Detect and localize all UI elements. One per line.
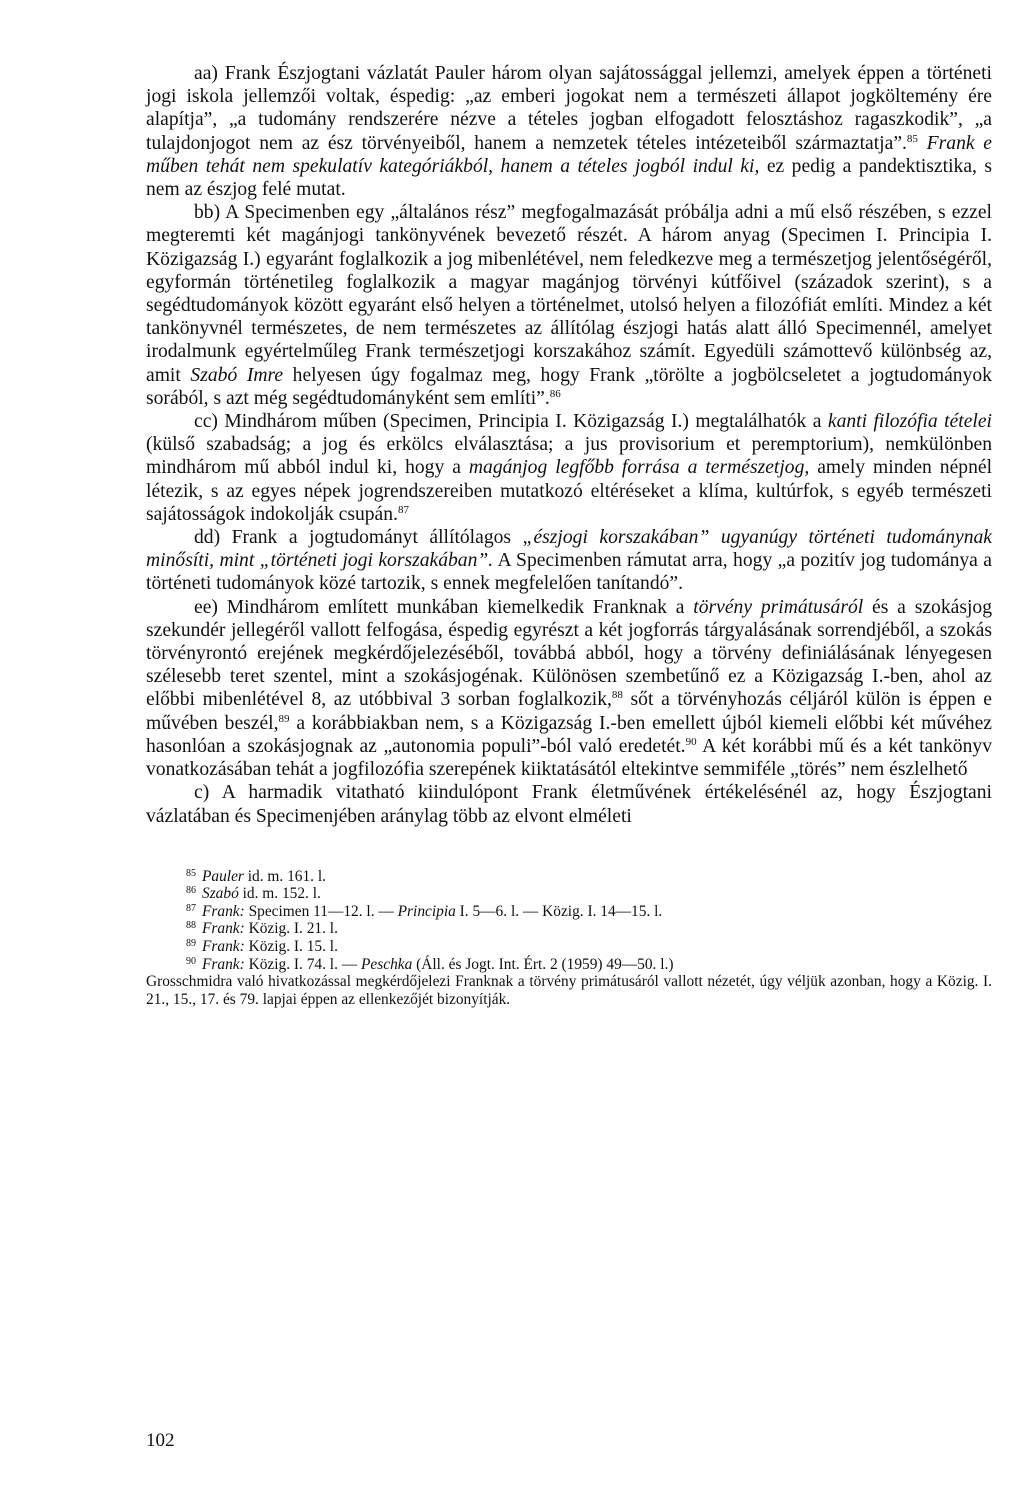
footnote-number: 87 xyxy=(186,902,196,914)
footnote-text: id. m. 152. l. xyxy=(238,885,321,903)
italic-text: törvény primátusáról xyxy=(693,596,864,618)
footnote-author: Principia xyxy=(397,902,456,920)
italic-text: „észjogi korszakában” ugyanúgy történeti tudománynak minősíti, mint „történeti jogi korszakában”. xyxy=(146,527,992,572)
text-segment: amely minden népnél létezik, s az egyes népek jogrendszereiben mutatkozó eltéréseket a klíma, kultúrfok, s egyéb természeti sajátosságok indokolják csupán. xyxy=(146,457,993,525)
text-segment: A két korábbi mű és a két tankönyv vonatkozásában tehát a jogfilozófia szerepének kiiktatásától eltekintve semmiféle „törés” nem észlelhető xyxy=(146,735,992,781)
italic-text: kanti filozófia tételei xyxy=(827,411,992,433)
text-segment: c) A harmadik vitatható kiindulópont Frank életművének értékelésénél az, hogy Észjogtani vázlatában és Specimenjében aránylag több az elvont elméleti xyxy=(146,782,992,827)
footnote xyxy=(146,938,992,956)
paragraph xyxy=(146,526,992,596)
footnote-text: Közig. I. 21. l. xyxy=(244,920,338,938)
text-segment: aa) Frank Észjogtani vázlatát Pauler három olyan sajátossággal jellemzi, amelyek éppen a történeti jogi iskola jellemzői voltak, éspedig: „az emberi jogokat nem a természeti állapot jogköltemény ére alapítja”, „a tudomány rendszerére nézve a tételes jogban elfogadott felosztáshoz ragaszkodik”, „a tulajdonjogot nem az ész törvényeiből, hanem a nemzetek tételes intézeteiből származtatja”. xyxy=(146,63,992,154)
footnote-number: 88 xyxy=(186,920,196,932)
text-segment: helyesen úgy fogalmaz meg, hogy Frank „törölte a jogbölcseletet a jogtudományok sorából, s azt még segédtudományként sem említi”. xyxy=(146,364,992,409)
footnote-continuation: Grosschmidra való hivatkozással megkérdőjelezi Franknak a törvény primátusáról vallott nézetét, úgy véljük azonban, hogy a Közig. I. 21., 15., 17. és 79. lapjai éppen az ellenkezőjét bizonyítják. xyxy=(146,973,992,1008)
footnotes xyxy=(146,868,992,1009)
footnote-author: Frank: xyxy=(202,902,245,920)
footnote-author: Peschka xyxy=(361,955,413,973)
footnote-ref[interactable]: 90 xyxy=(685,735,697,748)
text-segment: (külső szabadság; a jog és erkölcs elválasztása; a jus provisorium et peremptorium), nemkülönben mindhárom mű abból indul ki, hogy a xyxy=(146,434,992,479)
footnote-text: id. m. 161. l. xyxy=(243,867,326,885)
footnote-text: (Áll. és Jogt. Int. Ért. 2 (1959) 49—50. l.) xyxy=(412,955,674,973)
paragraph xyxy=(146,596,992,782)
paragraph xyxy=(146,781,992,827)
footnote-ref[interactable]: 89 xyxy=(278,712,290,725)
page-content xyxy=(146,62,992,1008)
footnote-ref[interactable]: 88 xyxy=(611,689,623,702)
italic-text: Frank e műben tehát nem spekulatív kategóriákból, hanem a tételes jogból indul ki, xyxy=(146,132,992,177)
paragraph xyxy=(146,201,992,410)
text-segment: sőt a törvényhozás céljáról külön is éppen e művében beszél, xyxy=(146,689,992,734)
footnote-number: 86 xyxy=(186,885,196,897)
body-text xyxy=(146,62,992,828)
text-segment: ee) Mindhárom említett munkában kiemelkedik Franknak a xyxy=(194,596,694,618)
footnote-text: I. 5—6. l. — Közig. I. 14—15. l. xyxy=(455,902,663,920)
italic-text: Szabó Imre xyxy=(190,364,284,386)
footnote xyxy=(146,885,992,903)
italic-text: magánjog legfőbb forrása a természetjog, xyxy=(468,457,810,479)
footnote-author: Frank: xyxy=(202,920,245,938)
footnote-number: 89 xyxy=(186,938,196,950)
paragraph xyxy=(146,62,992,201)
text-segment: dd) Frank a jogtudományt állítólagos xyxy=(194,527,523,549)
footnote-number: 90 xyxy=(186,955,196,967)
text-segment xyxy=(918,133,927,154)
text-segment: a korábbiakban nem, s a Közigazság I.-ben emellett újból kiemeli előbbi két művéhez hasonlóan a szokásjognak az „autonomia populi”-ból való eredetét. xyxy=(146,712,992,757)
footnote-text: Specimen 11—12. l. — xyxy=(244,902,398,920)
footnote xyxy=(146,956,992,974)
text-segment: A Specimenben rámutat arra, hogy „a pozitív jog tudománya a történeti tudományok közé tartozik, s ennek megfelelően tanítandó”. xyxy=(146,550,992,595)
footnote-ref[interactable]: 87 xyxy=(397,503,409,516)
text-segment: bb) A Specimenben egy „általános rész” megfogalmazását próbálja adni a mű első részében, s ezzel megteremti két magánjogi tankönyvének bevezető részét. A három anyag (Specimen I. Principia I. Közigazság I.) egyaránt foglalkozik a jog mibenlétével, nem feledkezve meg a természetjog jelentőségéről, egyformán történetileg foglalkozik a magyar magánjog törvényi kútfőivel (századok szerint), s a segédtudományok között egyaránt első helyen a történelmet, utolsó helyen a filozófiát említi. Mindez a két tankönyvnél természetes, de nem természetes az állítólag észjogi hatás alatt álló Specimennél, amelyet irodalmunk egyértelműleg Frank természetjogi korszakához számít. Egyedüli számottevő különbség az, amit xyxy=(146,202,992,386)
footnote-list xyxy=(146,868,992,974)
footnote xyxy=(146,868,992,886)
footnote-ref[interactable]: 86 xyxy=(549,387,561,400)
footnote xyxy=(146,903,992,921)
footnote-number: 85 xyxy=(186,867,196,879)
text-segment: ez pedig a pandektisztika, s nem az észjog felé mutat. xyxy=(146,155,993,201)
paragraph xyxy=(146,410,992,526)
footnote-text: Közig. I. 74. l. — xyxy=(244,955,362,973)
text-segment: és a szokásjog szekundér jellegéről vallott felfogása, éspedig egyrészt a két jogforrás tárgyalásának sorrendjéből, a szokás törvényrontó erejének megkérdőjelezéséből, továbbá abból, hogy a törvény definiálásának lényegesen szélesebb teret szentel, mint a szokásjogénak. Különösen szembetűnő ez a Közigazság I.-ben, ahol az előbbi mibenlétével 8, az utóbbival 3 sorban foglalkozik, xyxy=(146,596,992,711)
text-segment: cc) Mindhárom műben (Specimen, Principia I. Közigazság I.) megtalálhatók a xyxy=(194,411,828,433)
footnote-author: Szabó xyxy=(202,885,239,903)
footnote-ref[interactable]: 85 xyxy=(906,132,918,145)
footnote xyxy=(146,920,992,938)
page-number: 102 xyxy=(146,1430,175,1451)
footnote-text: Közig. I. 15. l. xyxy=(244,938,338,956)
footnote-author: Frank: xyxy=(202,955,245,973)
footnote-author: Frank: xyxy=(202,938,245,956)
footnote-author: Pauler xyxy=(202,867,244,885)
